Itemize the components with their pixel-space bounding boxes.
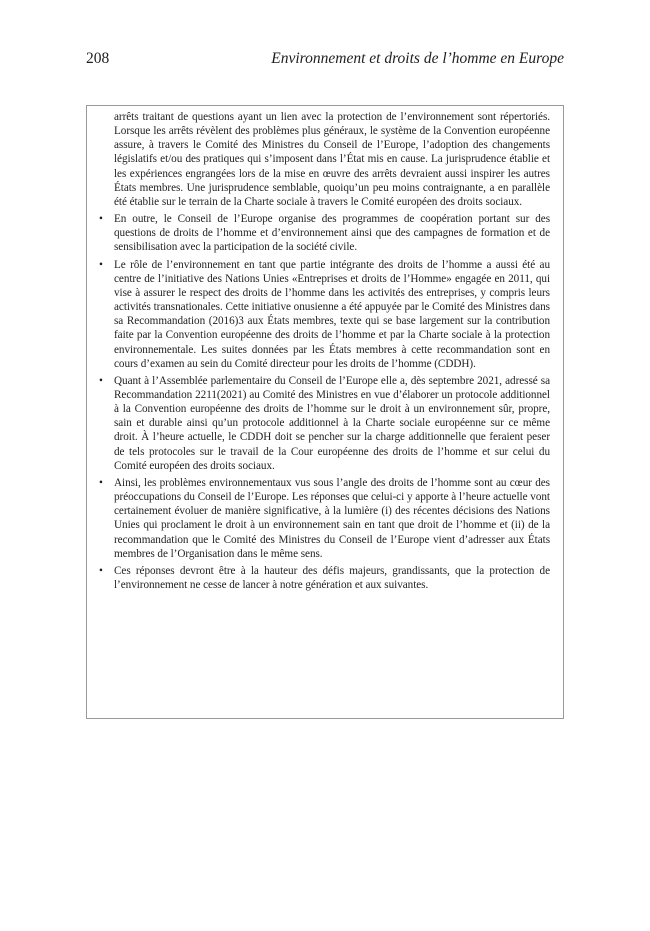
continued-paragraph: arrêts traitant de questions ayant un lien avec la protection de l’environnement sont répertoriés. Lorsque les arrêts révèlent des problèmes plus généraux, le système de la Convention européenne assure, à travers le Comité des Ministres du Conseil de l’Europe, l’adoption des changements législatifs et/ou des pratiques qui s’imposent dans l’État mis en cause. La jurisprudence établie et les expériences engrangées lors de la mise en œuvre des arrêts devraient aussi inspirer les autres États membres. Une jurisprudence semblable, quoiqu’un peu moins contraignante, a en parallèle été établie sur le terrain de la Charte sociale à travers le Comité européen des droits sociaux. [114,111,550,208]
bullet-icon: • [99,564,103,577]
running-header-title: Environnement et droits de l’homme en Europe [271,50,564,67]
bullet-text: Ainsi, les problèmes environnementaux vus sous l’angle des droits de l’homme sont au cœur des préoccupations du Conseil de l’Europe. Les réponses que celui-ci y apporte à l’heure actuelle vont certainement évoluer de manière significative, à la lumière (i) des récentes décisions des Nations Unies qui proclament le droit à un environnement sain en tant que droit de l’homme et (ii) de la recommandation que le Comité des Ministres du Conseil de l’Europe vient d’adresser aux États membres de l’Organisation dans le même sens. [114,476,550,560]
bullet-icon: • [99,258,103,271]
bullet-text: En outre, le Conseil de l’Europe organise des programmes de coopération portant sur des questions de droits de l’homme et d’environnement ainsi que des campagnes de formation et de sensibilisation avec la participation de la société civile. [114,213,550,254]
bullet-item [98,564,550,592]
bullet-item [98,258,550,371]
page-number: 208 [86,50,110,67]
bullet-icon: • [99,213,103,226]
text-box [86,105,564,719]
bullet-item [98,212,550,254]
bullet-text: Le rôle de l’environnement en tant que partie intégrante des droits de l’homme a aussi été au centre de l’initiative des Nations Unies «Entreprises et droits de l’Homme» engagée en 2011, qui vise à assurer le respect des droits de l’homme dans les activités des entreprises, y compris leurs activités transnationales. Cette initiative onusienne a été appuyée par le Comité des Ministres dans sa Recommandation (2016)3 aux États membres, texte qui se base largement sur la contribution faite par la Convention européenne des droits de l’homme et par la Charte sociale à la protection environnementale. Les suites données par les États membres à cette recommandation sont en cours d’examen au sein du Comité directeur pour les droits de l’homme (CDDH). [114,258,550,370]
bullet-item [98,374,550,473]
bullet-text: Quant à l’Assemblée parlementaire du Conseil de l’Europe elle a, dès septembre 2021, adressé sa Recommandation 2211(2021) au Comité des Ministres en vue d’élaborer un protocole additionnel à la Convention européenne des droits de l’homme sur le droit à un environnement sûr, propre, sain et durable ainsi qu’un protocole additionnel à la Charte sociale européenne sur ce même droit. À l’heure actuelle, le CDDH doit se pencher sur la charge additionnelle que feraient peser de tels protocoles sur le travail de la Cour européenne des droits de l’homme et sur celui du Comité européen des droits sociaux. [114,374,550,472]
bullet-list [98,212,550,592]
bullet-item [98,476,550,561]
bullet-icon: • [99,476,103,489]
bullet-text: Ces réponses devront être à la hauteur des défis majeurs, grandissants, que la protection de l’environnement ne cesse de lancer à notre génération et aux suivantes. [114,564,550,591]
bullet-icon: • [99,374,103,387]
